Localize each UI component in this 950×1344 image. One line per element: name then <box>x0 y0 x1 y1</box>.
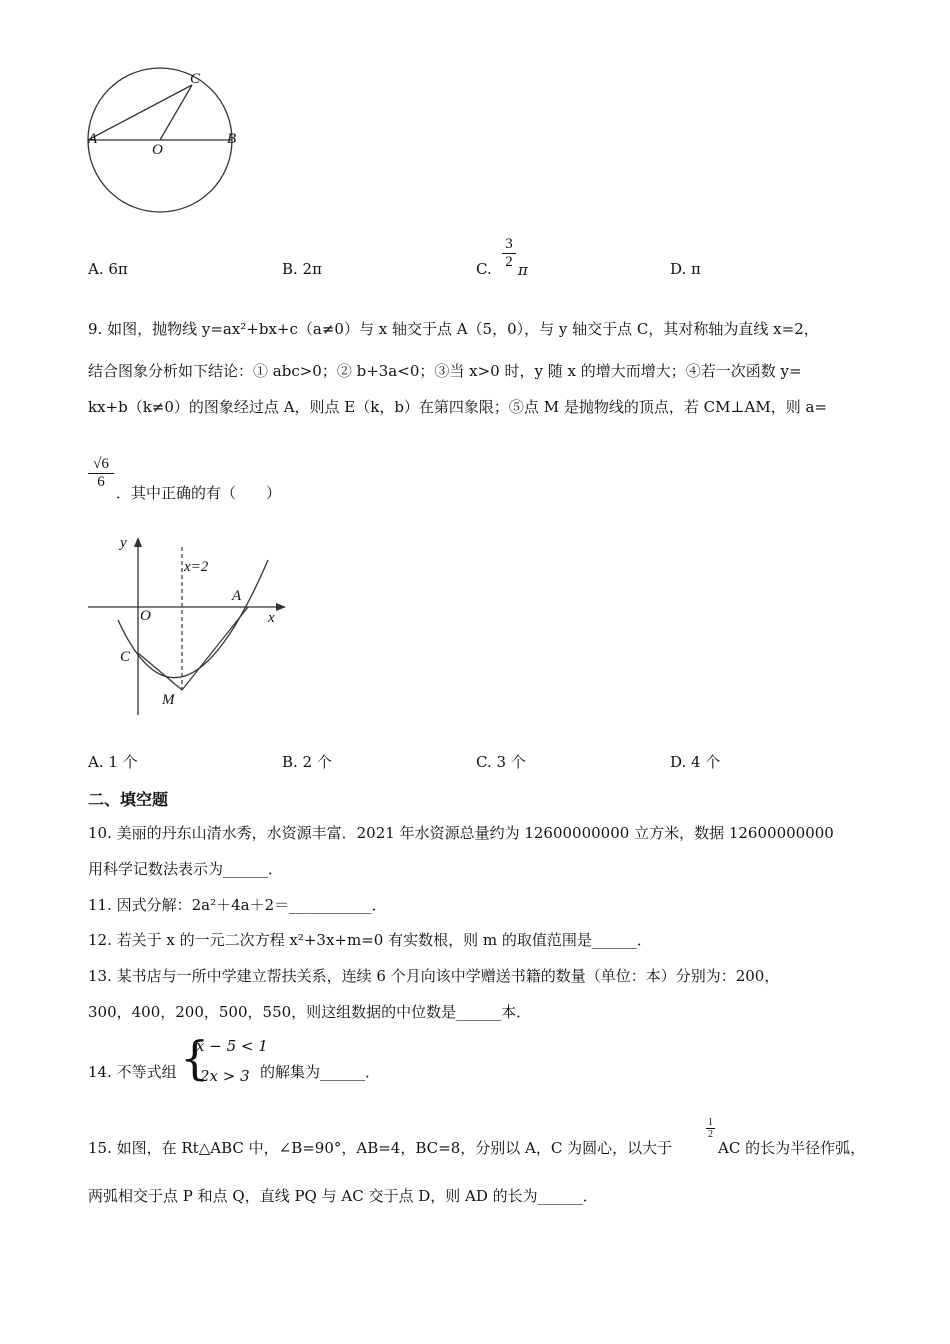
q9-tail: ．其中正确的有（ ） <box>116 484 282 502</box>
q8-c-fraction <box>502 236 516 271</box>
q11: 11. 因式分解：2a²＋4a＋2＝___________． <box>88 896 387 914</box>
q8-option-a[interactable]: A. 6π <box>88 260 128 278</box>
q8-option-d[interactable]: D. π <box>670 260 701 278</box>
denominator: 2 <box>502 253 516 271</box>
q8-option-c[interactable]: C. <box>476 260 492 278</box>
q8-c-pi: π <box>518 261 528 279</box>
numerator: √6 <box>93 456 109 472</box>
brace: { <box>180 1031 210 1085</box>
q9-option-b[interactable]: B. 2 个 <box>282 753 332 771</box>
label-c: C <box>190 71 201 87</box>
x-axis-label: x <box>268 610 275 626</box>
point-a-label: A <box>232 588 242 604</box>
q8-option-b[interactable]: B. 2π <box>282 260 322 278</box>
q9-line-3: kx+b（k≠0）的图象经过点 A，则点 E（k，b）在第四象限；⑤点 M 是抛物线的顶点，若 CM⊥AM，则 a= <box>88 398 828 416</box>
q14-prefix: 14. 不等式组 <box>88 1063 177 1081</box>
point-c-label: C <box>120 649 131 665</box>
q12: 12. 若关于 x 的一元二次方程 x²+3x+m=0 有实数根，则 m 的取值范围是______． <box>88 931 652 949</box>
q10-line-2: 用科学记数法表示为______． <box>88 860 284 878</box>
q15-half-fraction <box>706 1117 715 1140</box>
denominator: 2 <box>708 1129 713 1140</box>
q9-line-2: 结合图象分析如下结论：① abc>0；② b+3a<0；③当 x>0 时，y 随 x 的增大而增大；④若一次函数 y= <box>88 362 802 380</box>
q9-fraction <box>88 456 114 491</box>
q14-suffix: 的解集为______． <box>260 1063 381 1081</box>
section-heading: 二、填空题 <box>88 790 169 809</box>
numerator: 1 <box>708 1117 713 1128</box>
y-axis-label: y <box>120 535 127 551</box>
axis-of-symmetry-label: x=2 <box>184 559 209 575</box>
point-m-label: M <box>162 692 175 708</box>
label-o: O <box>152 142 163 158</box>
label-b: B <box>227 131 237 147</box>
q9-option-a[interactable]: A. 1 个 <box>88 753 138 771</box>
label-a: A <box>88 131 98 147</box>
q13-line-1: 13. 某书店与一所中学建立帮扶关系，连续 6 个月向该中学赠送书籍的数量（单位：本）分别为：200， <box>88 967 780 985</box>
q15-line-1a: 15. 如图，在 Rt△ABC 中，∠B=90°，AB=4，BC=8，分别以 A，C 为圆心，以大于 <box>88 1139 673 1157</box>
origin-label: O <box>140 608 151 624</box>
denominator: 6 <box>88 473 114 491</box>
q15-line-2: 两弧相交于点 P 和点 Q，直线 PQ 与 AC 交于点 D，则 AD 的长为______． <box>88 1187 598 1205</box>
q14-inequality-1: x − 5 < 1 <box>196 1037 268 1055</box>
q13-line-2: 300，400，200，500，550，则这组数据的中位数是______本． <box>88 1003 532 1021</box>
q10-line-1: 10. 美丽的丹东山清水秀，水资源丰富．2021 年水资源总量约为 12600000000 立方米，数据 12600000000 <box>88 824 834 842</box>
q14-inequality-2: 2x > 3 <box>200 1067 250 1085</box>
numerator: 3 <box>505 236 513 252</box>
q9-option-d[interactable]: D. 4 个 <box>670 753 721 771</box>
q9-option-c[interactable]: C. 3 个 <box>476 753 526 771</box>
q15-line-1b: AC 的长为半径作弧， <box>718 1139 866 1157</box>
q9-line-1: 9. 如图，抛物线 y=ax²+bx+c（a≠0）与 x 轴交于点 A（5，0），与 y 轴交于点 C，其对称轴为直线 x=2， <box>88 320 819 338</box>
